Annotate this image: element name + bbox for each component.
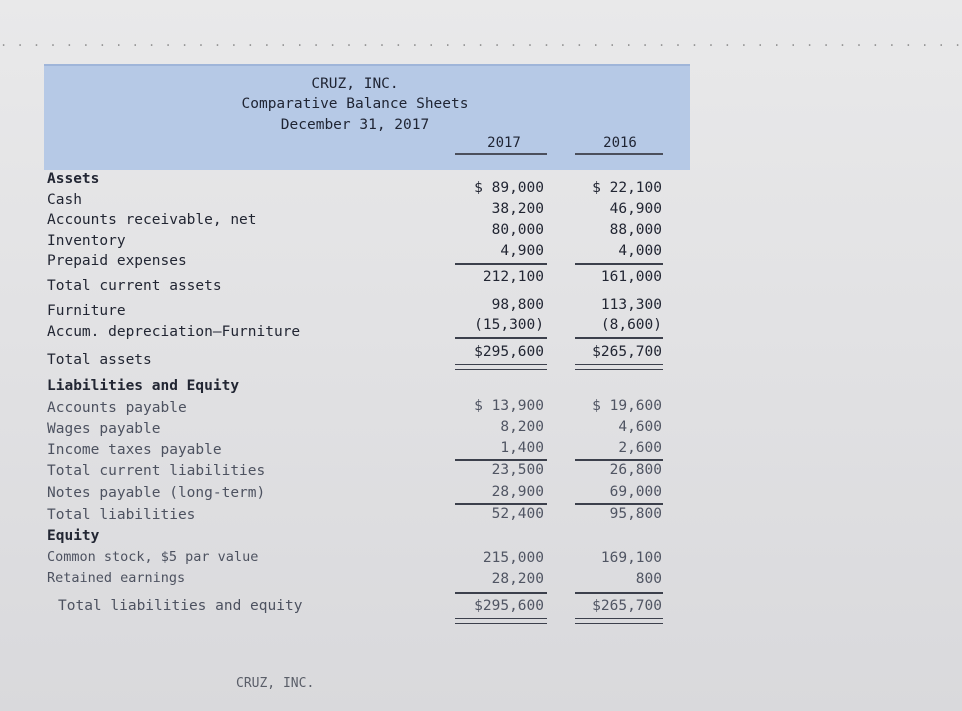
row-label-cash: Cash xyxy=(47,192,82,208)
value-inventory-2017: 80,000 xyxy=(491,222,544,238)
row-label-retained-earnings: Retained earnings xyxy=(47,570,186,586)
value-notes-2017: 28,900 xyxy=(491,484,544,500)
row-label-total-liabilities-equity: Total liabilities and equity xyxy=(58,598,303,614)
value-total-le-2017: $295,600 xyxy=(474,598,544,614)
subtotal-rule xyxy=(455,503,547,505)
subtotal-rule xyxy=(455,263,547,265)
statement-title: Comparative Balance Sheets xyxy=(241,96,469,112)
value-cash-2017: $ 89,000 xyxy=(474,180,544,196)
row-label-total-current-liabilities: Total current liabilities xyxy=(47,463,266,479)
column-header-2016: 2016 xyxy=(603,135,637,151)
value-taxes-2016: 2,600 xyxy=(618,440,662,456)
value-total-le-2016: $265,700 xyxy=(592,598,662,614)
value-total-assets-2016: $265,700 xyxy=(592,344,662,360)
row-label-furniture: Furniture xyxy=(47,303,126,319)
subtotal-rule xyxy=(575,503,663,505)
value-tcl-2016: 26,800 xyxy=(609,462,662,478)
subtotal-rule xyxy=(455,459,547,461)
subtotal-rule xyxy=(575,337,663,339)
value-total-liab-2016: 95,800 xyxy=(609,506,662,522)
row-label-income-taxes-payable: Income taxes payable xyxy=(47,442,222,458)
subtotal-rule xyxy=(575,263,663,265)
row-label-notes-payable: Notes payable (long-term) xyxy=(47,485,266,501)
value-ap-2016: $ 19,600 xyxy=(592,398,662,414)
row-label-total-assets: Total assets xyxy=(47,352,152,368)
subtotal-rule xyxy=(455,337,547,339)
value-accum-dep-2016: (8,600) xyxy=(600,317,662,333)
value-accum-dep-2017: (15,300) xyxy=(474,317,544,333)
value-retained-2016: 800 xyxy=(635,571,662,587)
value-prepaid-2016: 4,000 xyxy=(618,243,662,259)
value-common-stock-2017: 215,000 xyxy=(482,550,544,566)
value-taxes-2017: 1,400 xyxy=(500,440,544,456)
statement-date: December 31, 2017 xyxy=(280,117,430,133)
column-header-underline xyxy=(575,153,663,155)
row-label-total-current-assets: Total current assets xyxy=(47,278,222,294)
row-label-accounts-payable: Accounts payable xyxy=(47,400,187,416)
column-header-underline xyxy=(455,153,547,155)
row-label-accounts-receivable: Accounts receivable, net xyxy=(47,212,257,228)
cropped-instruction-text: . . . . . . . . . . . . . . . . . . . . . . . . . . . . . . . . . . . . . . . . . . . . . . . . . . . . . . . . . . . xyxy=(0,35,962,49)
company-name: CRUZ, INC. xyxy=(311,76,399,92)
double-total-rule xyxy=(455,364,547,370)
value-notes-2016: 69,000 xyxy=(609,484,662,500)
value-wages-2017: 8,200 xyxy=(500,419,544,435)
value-inventory-2016: 88,000 xyxy=(609,222,662,238)
value-tcl-2017: 23,500 xyxy=(491,462,544,478)
value-common-stock-2016: 169,100 xyxy=(600,550,662,566)
double-total-rule xyxy=(455,618,547,624)
value-tca-2016: 161,000 xyxy=(600,269,662,285)
value-cash-2016: $ 22,100 xyxy=(592,180,662,196)
subtotal-rule xyxy=(575,592,663,594)
double-total-rule xyxy=(575,618,663,624)
value-total-assets-2017: $295,600 xyxy=(474,344,544,360)
subtotal-rule xyxy=(575,459,663,461)
subtotal-rule xyxy=(455,592,547,594)
value-wages-2016: 4,600 xyxy=(618,419,662,435)
value-tca-2017: 212,100 xyxy=(482,269,544,285)
row-label-wages-payable: Wages payable xyxy=(47,421,161,437)
value-furniture-2017: 98,800 xyxy=(491,297,544,313)
row-label-common-stock: Common stock, $5 par value xyxy=(47,549,259,565)
value-ar-2017: 38,200 xyxy=(491,201,544,217)
row-label-inventory: Inventory xyxy=(47,233,126,249)
assets-heading: Assets xyxy=(47,171,100,187)
value-retained-2017: 28,200 xyxy=(491,571,544,587)
row-label-total-liabilities: Total liabilities xyxy=(47,507,196,523)
value-furniture-2016: 113,300 xyxy=(600,297,662,313)
column-header-2017: 2017 xyxy=(487,135,521,151)
value-prepaid-2017: 4,900 xyxy=(500,243,544,259)
double-total-rule xyxy=(575,364,663,370)
footer-company-name: CRUZ, INC. xyxy=(236,676,315,691)
liabilities-equity-heading: Liabilities and Equity xyxy=(47,378,240,394)
equity-heading: Equity xyxy=(47,528,100,544)
value-ar-2016: 46,900 xyxy=(609,201,662,217)
value-total-liab-2017: 52,400 xyxy=(491,506,544,522)
row-label-accum-depreciation: Accum. depreciation–Furniture xyxy=(47,324,301,340)
row-label-prepaid-expenses: Prepaid expenses xyxy=(47,253,187,269)
value-ap-2017: $ 13,900 xyxy=(474,398,544,414)
